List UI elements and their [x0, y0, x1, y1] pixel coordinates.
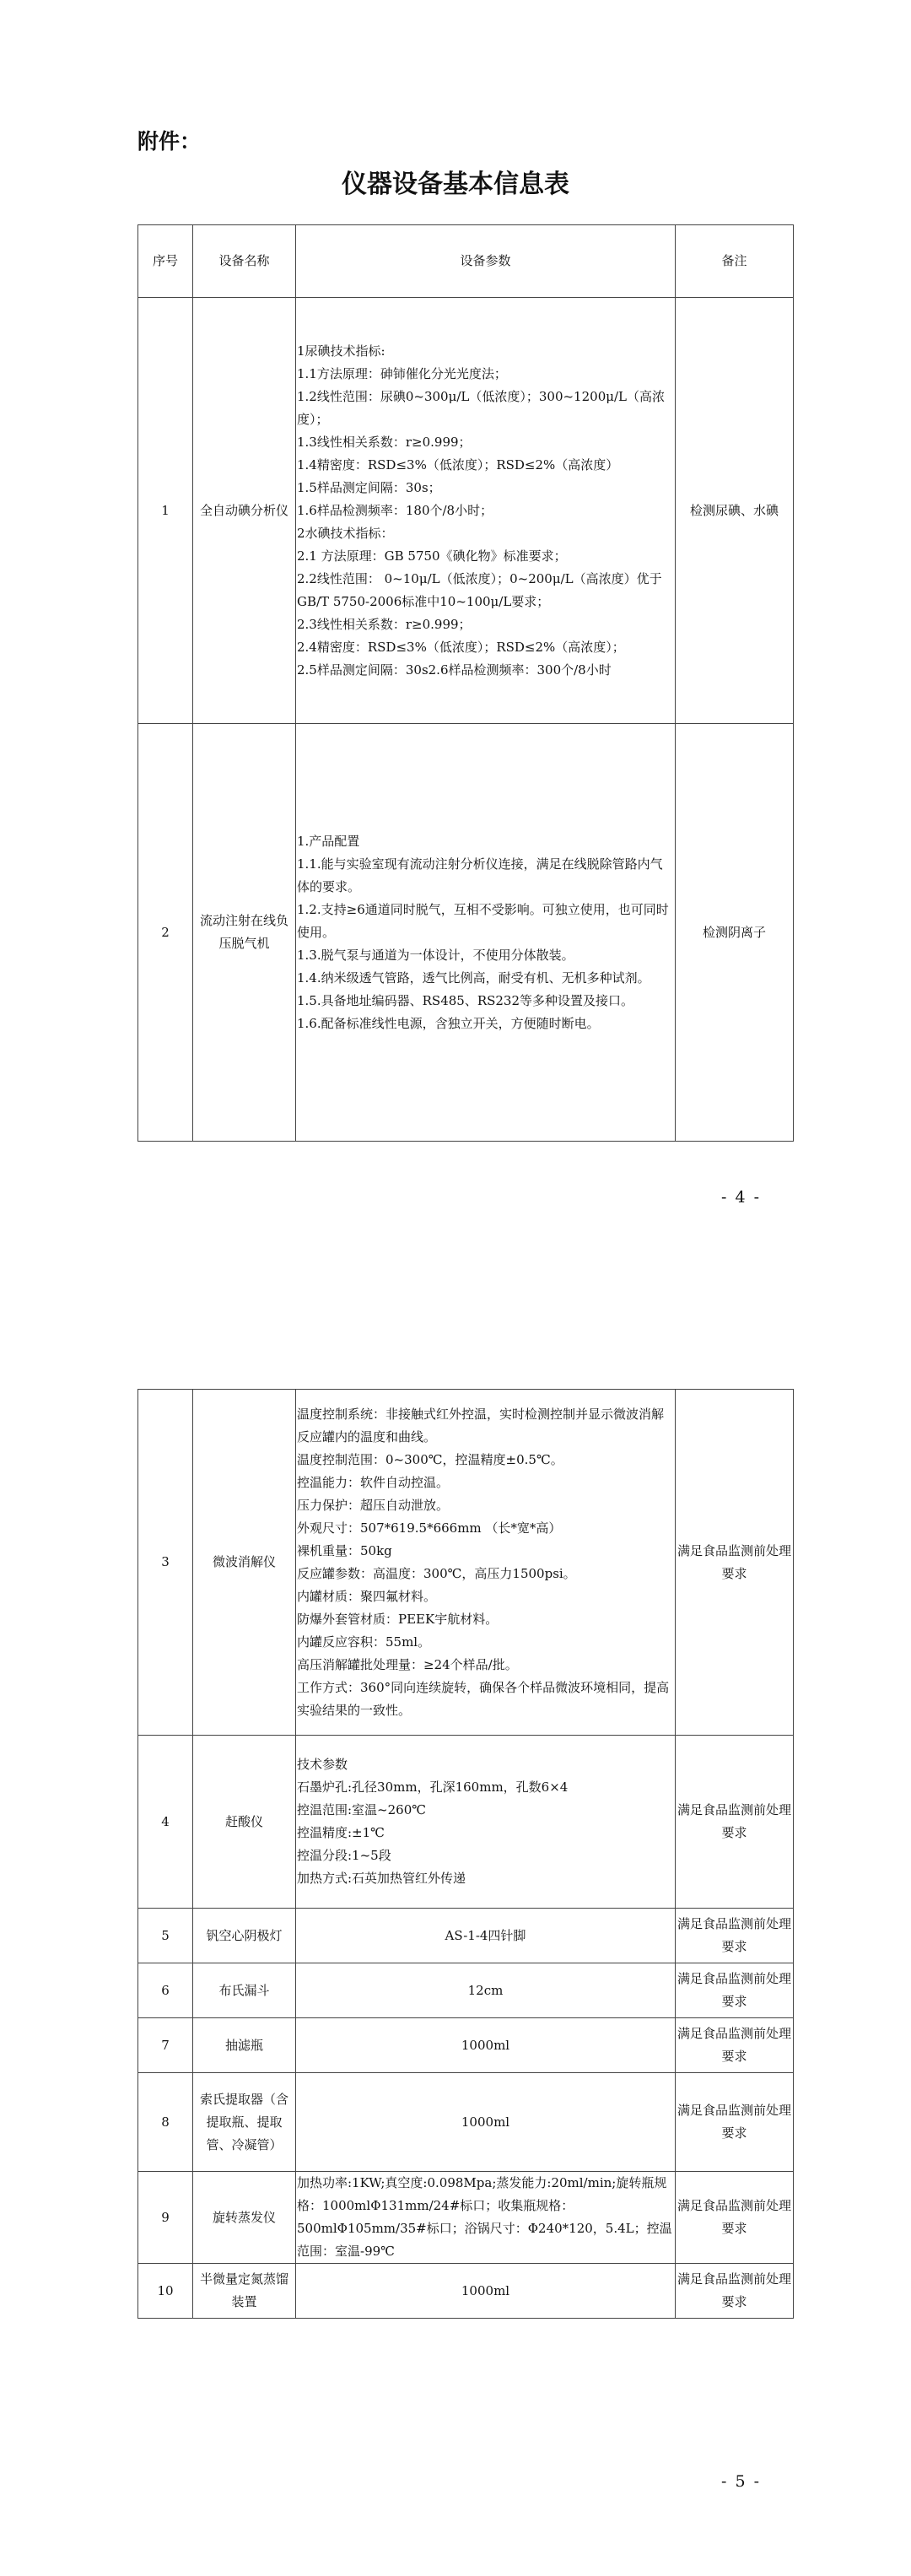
param-line: 1.1.能与实验室现有流动注射分析仪连接，满足在线脱除管路内气体的要求。: [297, 856, 663, 894]
param-line: 1.6样品检测频率：180个/8小时；: [297, 502, 493, 518]
equipment-name: 半微量定氮蒸馏装置: [193, 2264, 296, 2319]
equipment-note: 检测阴离子: [676, 724, 794, 1142]
param-line: 1.4精密度：RSD≤3%（低浓度）；RSD≤2%（高浓度）: [297, 456, 619, 473]
equipment-spec: 1000ml: [296, 2018, 676, 2073]
param-line: 温度控制范围：0~300℃，控温精度±0.5℃。: [297, 1451, 563, 1467]
param-line: 石墨炉孔:孔径30mm，孔深160mm，孔数6×4: [297, 1779, 569, 1795]
equipment-note: 满足食品监测前处理要求: [676, 1963, 794, 2018]
equipment-name: 抽滤瓶: [193, 2018, 296, 2073]
equipment-spec: 12cm: [296, 1963, 676, 2018]
param-line: 内罐材质：聚四氟材料。: [297, 1588, 437, 1604]
table-row: [138, 1909, 794, 1963]
param-line: 1.6.配备标准线性电源，含独立开关，方便随时断电。: [297, 1015, 600, 1031]
param-line: 压力保护：超压自动泄放。: [297, 1497, 450, 1513]
row-number: 3: [138, 1390, 193, 1736]
table-header-row: [138, 225, 794, 298]
equipment-note: 满足食品监测前处理要求: [676, 2172, 794, 2264]
row-number: 1: [138, 298, 193, 724]
equipment-note: 满足食品监测前处理要求: [676, 2073, 794, 2172]
equipment-note: 满足食品监测前处理要求: [676, 1390, 794, 1736]
row-number: 10: [138, 2264, 193, 2319]
column-header-params: 设备参数: [296, 225, 676, 298]
table-row: [138, 1736, 794, 1909]
page-number: - 5 -: [721, 2472, 762, 2491]
table-row: [138, 1390, 794, 1736]
table-row: [138, 2018, 794, 2073]
table-row: [138, 298, 794, 724]
param-line: 2.2线性范围： 0~10μ/L（低浓度）；0~200μ/L（高浓度）优于GB/T 5750-2006标准中10~100μ/L要求；: [297, 570, 662, 609]
param-line: 控温范围:室温~260℃: [297, 1802, 427, 1817]
equipment-name: 赶酸仪: [193, 1736, 296, 1909]
param-line: 2.4精密度：RSD≤3%（低浓度）；RSD≤2%（高浓度）；: [297, 639, 625, 655]
param-line: 2水碘技术指标：: [297, 525, 394, 541]
param-line: 防爆外套管材质：PEEK宇航材料。: [297, 1611, 499, 1627]
param-line: 2.3线性相关系数：r≥0.999；: [297, 616, 472, 632]
param-line: 控温分段:1~5段: [297, 1848, 391, 1863]
param-line: 1.2.支持≥6通道同时脱气，互相不受影响。可独立使用，也可同时使用。: [297, 901, 669, 940]
equipment-params: [296, 1736, 676, 1909]
document-title: 仪器设备基本信息表: [342, 170, 569, 199]
equipment-name: 全自动碘分析仪: [193, 298, 296, 724]
param-line: 控温精度:±1℃: [297, 1825, 385, 1840]
param-line: 1.产品配置: [297, 833, 360, 849]
row-number: 4: [138, 1736, 193, 1909]
table-row: [138, 1963, 794, 2018]
equipment-name: 微波消解仪: [193, 1390, 296, 1736]
equipment-params: [296, 724, 676, 1142]
param-line: 温度控制系统：非接触式红外控温，实时检测控制并显示微波消解反应罐内的温度和曲线。: [297, 1406, 665, 1445]
param-line: 1.4.纳米级透气管路，透气比例高，耐受有机、无机多种试剂。: [297, 969, 650, 986]
row-number: 5: [138, 1909, 193, 1963]
attachment-label: 附件：: [137, 129, 202, 154]
param-line: 1.1方法原理：砷铈催化分光光度法；: [297, 365, 507, 381]
equipment-note: 检测尿碘、水碘: [676, 298, 794, 724]
equipment-name: 钒空心阴极灯: [193, 1909, 296, 1963]
param-line: 1.3.脱气泵与通道为一体设计，不使用分体散装。: [297, 947, 574, 963]
equipment-name: 布氏漏斗: [193, 1963, 296, 2018]
equipment-spec: 1000ml: [296, 2073, 676, 2172]
equipment-name: 流动注射在线负压脱气机: [193, 724, 296, 1142]
column-header-note: 备注: [676, 225, 794, 298]
table-row: [138, 724, 794, 1142]
table-row: [138, 2073, 794, 2172]
param-line: 2.1 方法原理：GB 5750《碘化物》标准要求；: [297, 548, 567, 564]
param-line: 1.3线性相关系数：r≥0.999；: [297, 434, 472, 450]
equipment-name: 索氏提取器（含提取瓶、提取管、冷凝管）: [193, 2073, 296, 2172]
equipment-params: [296, 2172, 676, 2264]
equipment-params: [296, 298, 676, 724]
row-number: 9: [138, 2172, 193, 2264]
row-number: 7: [138, 2018, 193, 2073]
equipment-spec: AS-1-4四针脚: [296, 1909, 676, 1963]
row-number: 6: [138, 1963, 193, 2018]
equipment-note: 满足食品监测前处理要求: [676, 1909, 794, 1963]
param-line: 1尿碘技术指标:: [297, 343, 385, 359]
equipment-name: 旋转蒸发仪: [193, 2172, 296, 2264]
table-row: [138, 2264, 794, 2319]
equipment-params: [296, 1390, 676, 1736]
equipment-table-page-1: [137, 224, 794, 1142]
param-line: 加热方式:石英加热管红外传递: [297, 1871, 466, 1886]
equipment-spec: 1000ml: [296, 2264, 676, 2319]
param-line: 反应罐参数：高温度：300℃，高压力1500psi。: [297, 1565, 576, 1581]
param-line: 1.5样品测定间隔：30s；: [297, 479, 441, 495]
equipment-note: 满足食品监测前处理要求: [676, 1736, 794, 1909]
param-line: 1.5.具备地址编码器、RS485、RS232等多种设置及接口。: [297, 992, 634, 1008]
equipment-note: 满足食品监测前处理要求: [676, 2264, 794, 2319]
equipment-table-page-2: [137, 1389, 794, 2319]
equipment-note: 满足食品监测前处理要求: [676, 2018, 794, 2073]
param-line: 工作方式：360°同向连续旋转，确保各个样品微波环境相同，提高实验结果的一致性。: [297, 1679, 670, 1718]
param-line: 内罐反应容积：55ml。: [297, 1634, 431, 1650]
param-line: 高压消解罐批处理量：≥24个样品/批。: [297, 1656, 518, 1672]
row-number: 8: [138, 2073, 193, 2172]
param-line: 1.2线性范围：尿碘0~300μ/L（低浓度）；300~1200μ/L（高浓度）；: [297, 388, 665, 427]
param-line: 加热功率:1KW;真空度:0.098Mpa;蒸发能力:20ml/min;旋转瓶规格：1000mlΦ131mm/24#标口；收集瓶规格：500mlΦ105mm/35#标口；浴锅尺寸：Φ240*120，5.4L；控温范围：室温-99℃: [297, 2175, 672, 2259]
param-line: 外观尺寸：507*619.5*666mm （长*宽*高）: [297, 1520, 562, 1536]
table-row: [138, 2172, 794, 2264]
param-line: 2.5样品测定间隔：30s2.6样品检测频率：300个/8小时: [297, 662, 612, 678]
column-header-name: 设备名称: [193, 225, 296, 298]
column-header-no: 序号: [138, 225, 193, 298]
param-line: 技术参数: [297, 1757, 348, 1772]
param-line: 控温能力：软件自动控温。: [297, 1474, 450, 1490]
page-number: - 4 -: [721, 1188, 762, 1207]
row-number: 2: [138, 724, 193, 1142]
param-line: 裸机重量：50kg: [297, 1542, 392, 1558]
